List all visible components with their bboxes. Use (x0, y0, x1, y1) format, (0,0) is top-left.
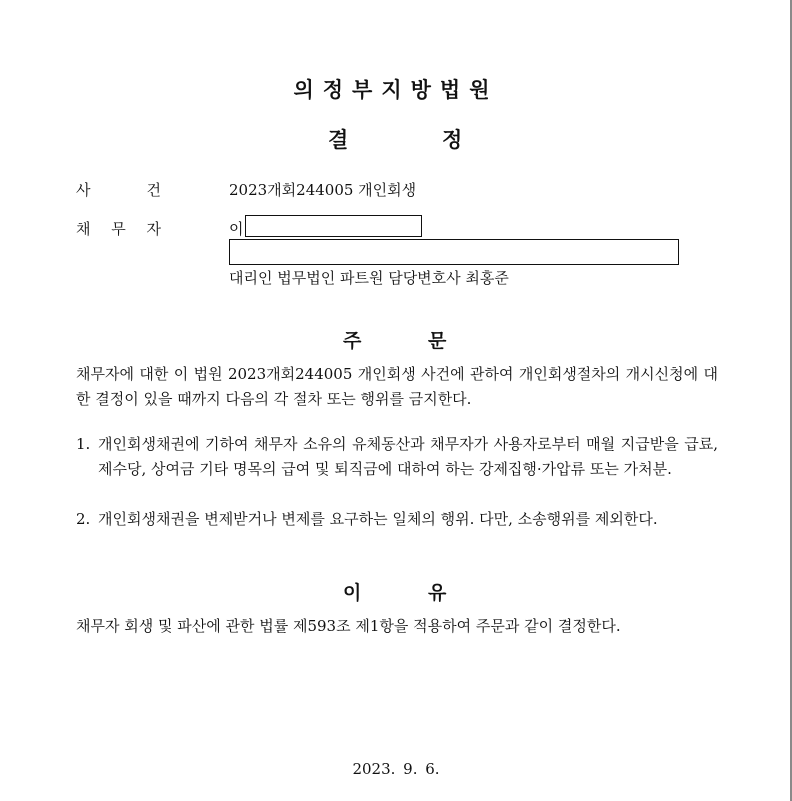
order-item-1 (76, 432, 718, 482)
debtor-label-char-1: 채 (76, 220, 91, 238)
reason-heading-char-2: 유 (428, 582, 447, 604)
case-label (76, 179, 194, 200)
order-item-2 (76, 507, 718, 532)
redacted-debtor-address (229, 239, 679, 265)
order-item-number: 2. (76, 510, 91, 528)
decision-date: 2023. 9. 6. (352, 760, 440, 778)
debtor-label (76, 218, 194, 239)
debtor-label-char-3: 자 (146, 220, 161, 238)
case-number: 2023개회244005 개인회생 (229, 181, 417, 199)
court-name: 의정부지방법원 (293, 78, 499, 102)
order-heading-char-2: 문 (428, 330, 447, 352)
order-intro-paragraph: 채무자에 대한 이 법원 2023개회244005 개인회생 사건에 관하여 개인회생절차의 개시신청에 대한 결정이 있을 때까지 다음의 각 절차 또는 행위를 금지한다. (76, 365, 718, 408)
case-label-char-2: 건 (146, 181, 161, 199)
document-title-char-2: 정 (442, 128, 463, 152)
reason-heading-char-1: 이 (343, 582, 362, 604)
order-item-text: 개인회생채권에 기하여 채무자 소유의 유체동산과 채무자가 사용자로부터 매월 지급받을 급료, 제수당, 상여금 기타 명목의 급여 및 퇴직금에 대하여 하는 강제집행·가압류 또는 가처분. (98, 435, 718, 478)
reason-paragraph: 채무자 회생 및 파산에 관한 법률 제593조 제1항을 적용하여 주문과 같이 결정한다. (76, 617, 621, 635)
order-item-number: 1. (76, 435, 91, 453)
debtor-representative: 대리인 법무법인 파트원 담당변호사 최홍준 (229, 269, 509, 287)
debtor-name-prefix: 이 (229, 220, 244, 238)
order-item-text: 개인회생채권을 변제받거나 변제를 요구하는 일체의 행위. 다만, 소송행위를 제외한다. (98, 510, 658, 528)
document-title-char-1: 결 (328, 128, 349, 152)
debtor-label-char-2: 무 (111, 220, 126, 238)
case-label-char-1: 사 (76, 181, 91, 199)
order-heading-char-1: 주 (343, 330, 362, 352)
redacted-debtor-name (245, 215, 422, 237)
